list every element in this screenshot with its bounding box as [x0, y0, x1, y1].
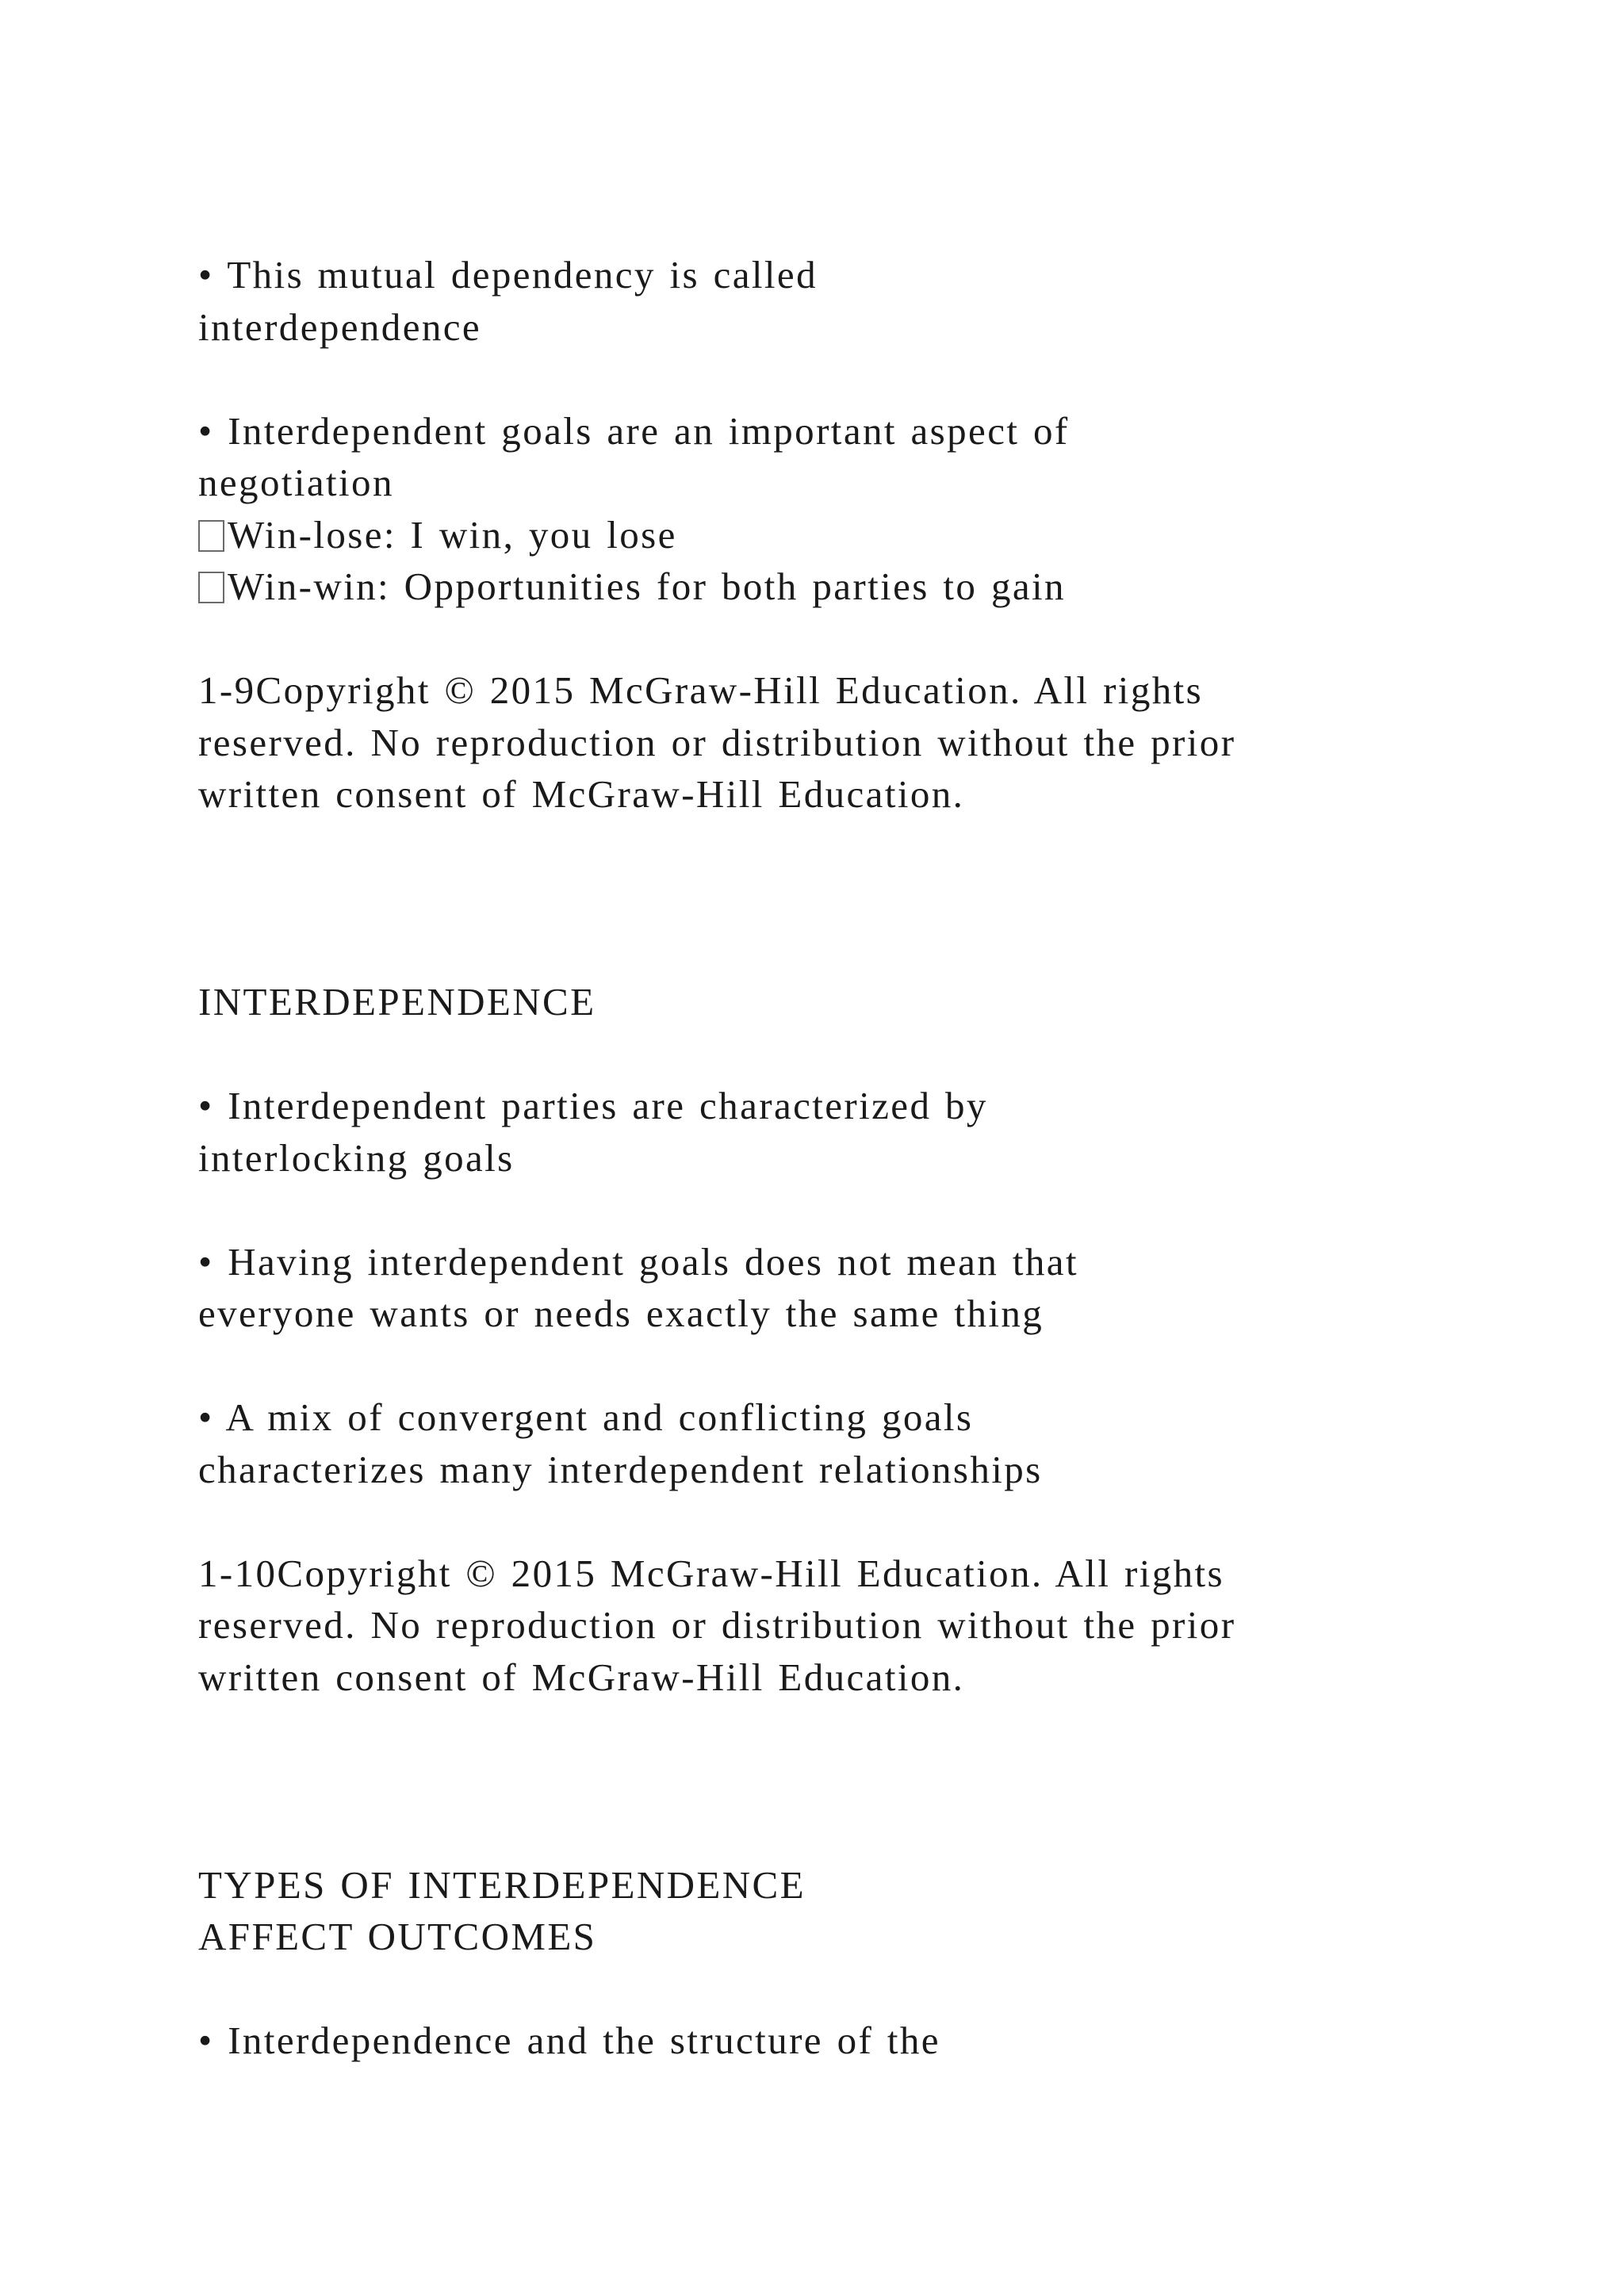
bullet-mutual-dependency-line1: • This mutual dependency is called	[198, 253, 818, 297]
section-heading-types-line1: TYPES OF INTERDEPENDENCE	[198, 1862, 806, 1907]
missing-glyph-icon	[198, 572, 224, 603]
spacer	[198, 1963, 1562, 2015]
copyright-1-9-line1: 1-9Copyright © 2015 McGraw-Hill Education. All rights	[198, 668, 1204, 712]
bullet-same-thing-line1: • Having interdependent goals does not mean that	[198, 1239, 1078, 1284]
copyright-1-10-line2: reserved. No reproduction or distribution without the prior	[198, 1603, 1236, 1647]
document-body	[198, 249, 1562, 2067]
bullet-interlocking-goals-line2: interlocking goals	[198, 1135, 515, 1180]
missing-glyph-icon	[198, 520, 224, 552]
spacer	[198, 613, 1562, 665]
bullet-mutual-dependency-line2: interdependence	[198, 304, 482, 349]
copyright-1-10-line3: written consent of McGraw-Hill Education.	[198, 1655, 965, 1699]
copyright-1-10-line1: 1-10Copyright © 2015 McGraw-Hill Education. All rights	[198, 1551, 1225, 1595]
sub-bullet-win-win-text: Win-win: Opportunities for both parties to gain	[228, 564, 1066, 608]
bullet-structure-line1: • Interdependence and the structure of the	[198, 2019, 940, 2062]
bullet-convergent-goals-line1: • A mix of convergent and conflicting goals	[198, 1395, 974, 1439]
spacer	[198, 1028, 1562, 1081]
copyright-1-9-line2: reserved. No reproduction or distribution without the prior	[198, 720, 1236, 764]
spacer	[198, 1807, 1562, 1859]
bullet-interlocking-goals-line1: • Interdependent parties are characterized by	[198, 1084, 988, 1127]
bullet-interdependent-goals-line2: negotiation	[198, 461, 394, 504]
section-heading-types-line2: AFFECT OUTCOMES	[198, 1915, 597, 1958]
bullet-interdependent-goals-line1: • Interdependent goals are an important aspect of	[198, 408, 1070, 453]
sub-bullet-win-lose-text: Win-lose: I win, you lose	[228, 512, 677, 557]
spacer	[198, 1495, 1562, 1548]
sub-bullet-win-win	[198, 561, 1562, 613]
spacer	[198, 1703, 1562, 1755]
spacer	[198, 353, 1562, 405]
spacer	[198, 821, 1562, 873]
spacer	[198, 1755, 1562, 1808]
spacer	[198, 924, 1562, 977]
bullet-same-thing-line2: everyone wants or needs exactly the same thing	[198, 1292, 1044, 1335]
copyright-1-9-line3: written consent of McGraw-Hill Education.	[198, 772, 965, 816]
bullet-convergent-goals-line2: characterizes many interdependent relationships	[198, 1447, 1043, 1491]
spacer	[198, 1184, 1562, 1236]
sub-bullet-win-lose	[198, 509, 1562, 561]
spacer	[198, 1340, 1562, 1392]
section-heading-interdependence: INTERDEPENDENCE	[198, 980, 596, 1024]
spacer	[198, 872, 1562, 924]
